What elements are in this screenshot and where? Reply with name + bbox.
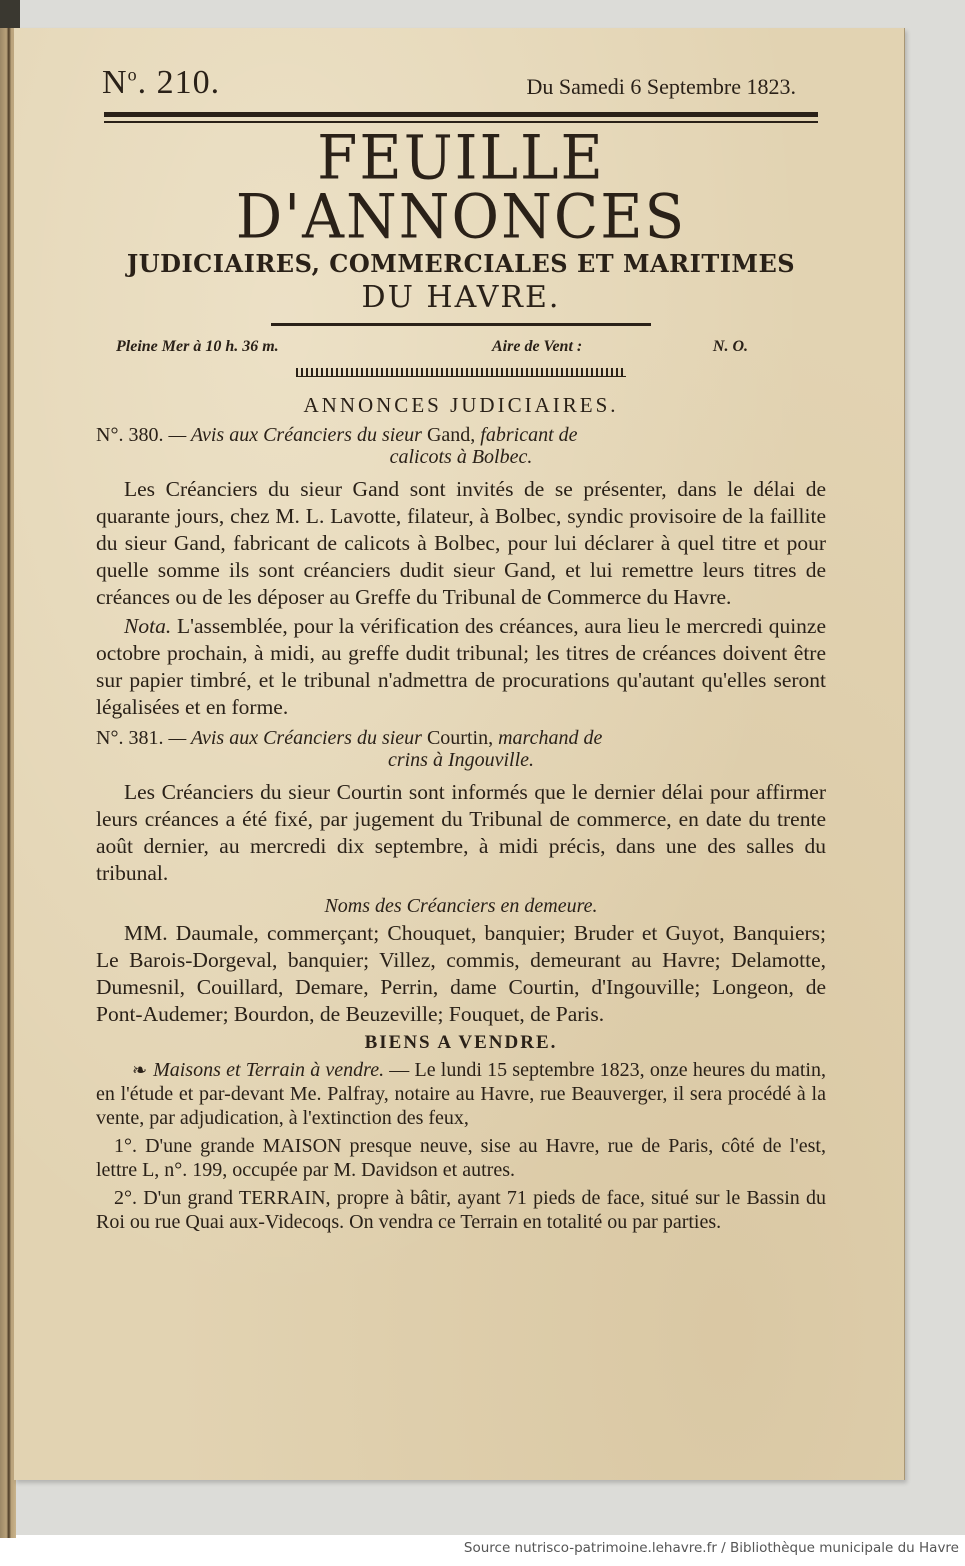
notice-nota-380	[96, 613, 826, 721]
notice-heading-line2: crins à Ingouville.	[387, 749, 535, 771]
wavy-rule-divider	[296, 368, 626, 377]
notice-heading-name: Courtin,	[426, 727, 494, 749]
section-title-sales: BIENS A VENDRE.	[364, 1032, 558, 1053]
nota-label: Nota.	[124, 614, 172, 638]
issue-number-value: . 210.	[137, 64, 221, 101]
fleuron-icon: ❧	[132, 1060, 148, 1080]
notice-number: N°. 380.	[96, 424, 164, 446]
notice-heading-tail: marchand de	[498, 727, 603, 749]
notice-body-380: Les Créanciers du sieur Gand sont invités de se présenter, dans le délai de quarante jours, chez M. L. Lavotte, filateur, à Bolbec, syndic provisoire de la faillite du sieur Gand, fabricant de calicots à Bolbec, pour lui déclarer à quel titre et pour quelle somme ils sont créanciers dudit sieur Gand, et lui remettre leurs titres de créances ou de les déposer au Greffe du Tribunal de Commerce du Havre.	[96, 477, 826, 609]
notice-heading-text: — Avis aux Créanciers du sieur	[168, 727, 422, 749]
page-content	[96, 64, 826, 1234]
sale-intro	[96, 1058, 826, 1130]
notice-heading-name: Gand,	[426, 424, 476, 446]
sale-item-house: 1°. D'une grande MAISON presque neuve, sise au Havre, rue de Paris, côté de l'est, lettre L, n°. 199, occupée par M. Davidson et autres.	[96, 1135, 826, 1181]
source-credit: Source nutrisco-patrimoine.lehavre.fr / Bibliothèque municipale du Havre	[463, 1540, 959, 1556]
notice-heading-381	[96, 727, 826, 771]
masthead-title: FEUILLE D'ANNONCES	[235, 121, 687, 253]
wind-label: Aire de Vent :	[492, 338, 583, 355]
nota-text: L'assemblée, pour la vérification des créances, aura lieu le mercredi quinze octobre prochain, à midi, au greffe dudit tribunal; les titres de créances doivent être sur papier timbré, et le tribunal n'admettra de procurations qu'autant qu'elles seront légalisées et en forme.	[96, 614, 826, 719]
creditors-list: MM. Daumale, commerçant; Chouquet, banquier; Bruder et Guyot, Banquiers; Le Barois-Dorgeval, banquier; Villez, commis, demeurant au Havre; Delamotte, Dumesnil, Couillard, Demare, Perrin, dame Courtin, d'Ingouville; Longeon, de Pont-Audemer; Bourdon, de Beuzeville; Fouquet, de Paris.	[96, 921, 826, 1026]
wind-direction: N. O.	[712, 338, 748, 355]
tide-bar	[96, 334, 826, 364]
notice-number: N°. 381.	[96, 727, 164, 749]
masthead-city: DU HAVRE.	[361, 280, 561, 315]
binding-corner	[0, 0, 20, 30]
issue-sup: o	[127, 64, 138, 85]
sale-intro-text: — Le lundi 15 septembre 1823, onze heures du matin, en l'étude et par-devant Me. Palfray, notaire au Havre, rue Beauverger, il sera procédé à la vente, par adjudication, à l'extinction des feux,	[96, 1059, 826, 1129]
sale-heading: Maisons et Terrain à vendre.	[153, 1059, 385, 1081]
issue-number	[102, 64, 220, 102]
notice-heading-380	[96, 424, 826, 468]
notice-body-381: Les Créanciers du sieur Courtin sont informés que le dernier délai pour affirmer leurs créances a été fixé, par jugement du Tribunal de commerce, en date du trente août dernier, au mercredi dix septembre, à midi précis, dans une des salles du tribunal.	[96, 780, 826, 885]
issue-date: Du Samedi 6 Septembre 1823.	[526, 74, 796, 99]
notice-heading-text: — Avis aux Créanciers du sieur	[168, 424, 422, 446]
issue-header	[96, 64, 826, 108]
masthead-subtitle: JUDICIAIRES, COMMERCIALES ET MARITIMES	[126, 249, 796, 278]
rule-divider	[271, 323, 651, 326]
notice-heading-tail: fabricant de	[480, 424, 578, 446]
sale-item-land: 2°. D'un grand TERRAIN, propre à bâtir, ayant 71 pieds de face, situé sur le Bassin du Roi ou rue Quai aux-Videcoqs. On vendra ce Terrain en totalité ou par parties.	[96, 1187, 826, 1233]
notice-heading-line2: calicots à Bolbec.	[389, 446, 533, 468]
tide-time: Pleine Mer à 10 h. 36 m.	[116, 338, 279, 355]
section-title-judicial: ANNONCES JUDICIAIRES.	[303, 393, 619, 417]
issue-prefix: N	[102, 64, 128, 101]
creditors-subhead: Noms des Créanciers en demeure.	[324, 895, 598, 917]
